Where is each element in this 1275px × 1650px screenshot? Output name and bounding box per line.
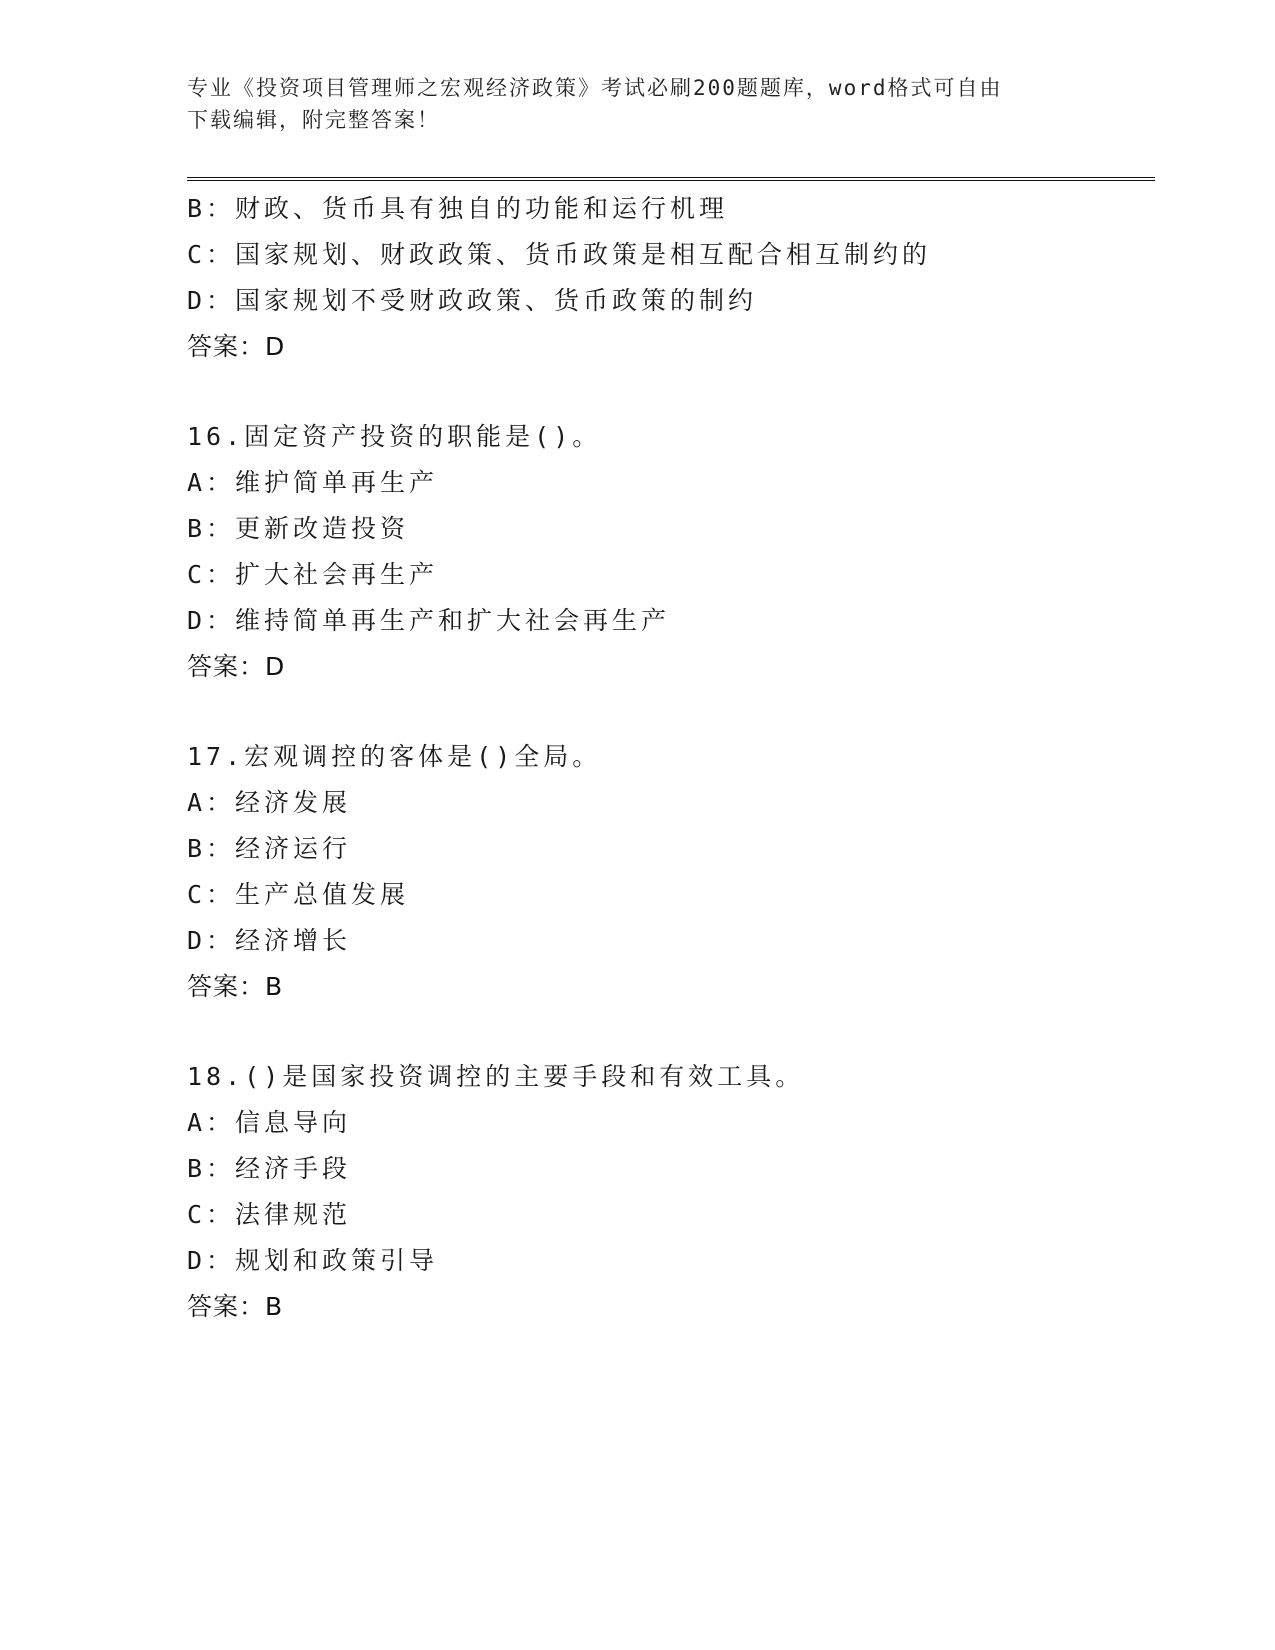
option-b: B：经济运行 xyxy=(187,834,352,863)
answer-line: 答案：B xyxy=(187,1292,284,1321)
question-stem: 18.()是国家投资调控的主要手段和有效工具。 xyxy=(187,1062,805,1091)
answer-line: 答案：D xyxy=(187,652,286,681)
question-stem: 16.固定资产投资的职能是()。 xyxy=(187,422,602,451)
option-d: D：规划和政策引导 xyxy=(187,1246,439,1275)
spacer xyxy=(187,370,1155,414)
question-18 xyxy=(187,1054,1155,1330)
question-17 xyxy=(187,734,1155,1010)
option-a: A：信息导向 xyxy=(187,1108,352,1137)
option-b: B：更新改造投资 xyxy=(187,514,410,543)
spacer xyxy=(187,1010,1155,1054)
option-c: C：扩大社会再生产 xyxy=(187,560,439,589)
option-c: C：国家规划、财政政策、货币政策是相互配合相互制约的 xyxy=(187,240,932,269)
option-c: C：生产总值发展 xyxy=(187,880,410,909)
document-header xyxy=(187,72,1087,136)
spacer xyxy=(187,690,1155,734)
option-a: A：维护简单再生产 xyxy=(187,468,439,497)
header-divider xyxy=(187,177,1155,181)
answer-line: 答案：D xyxy=(187,332,286,361)
option-d: D：经济增长 xyxy=(187,926,352,955)
option-d: D：维持简单再生产和扩大社会再生产 xyxy=(187,606,671,635)
option-b: B：财政、货币具有独自的功能和运行机理 xyxy=(187,194,729,223)
option-b: B：经济手段 xyxy=(187,1154,352,1183)
header-line-2: 下载编辑，附完整答案！ xyxy=(187,108,440,132)
option-c: C：法律规范 xyxy=(187,1200,352,1229)
question-content xyxy=(187,186,1155,1330)
question-stem: 17.宏观调控的客体是()全局。 xyxy=(187,742,602,771)
option-d: D：国家规划不受财政政策、货币政策的制约 xyxy=(187,286,758,315)
header-line-1: 专业《投资项目管理师之宏观经济政策》考试必刷200题题库，word格式可自由 xyxy=(187,76,1003,100)
question-16 xyxy=(187,414,1155,690)
answer-line: 答案：B xyxy=(187,972,284,1001)
question-15-continued xyxy=(187,186,1155,370)
option-a: A：经济发展 xyxy=(187,788,352,817)
